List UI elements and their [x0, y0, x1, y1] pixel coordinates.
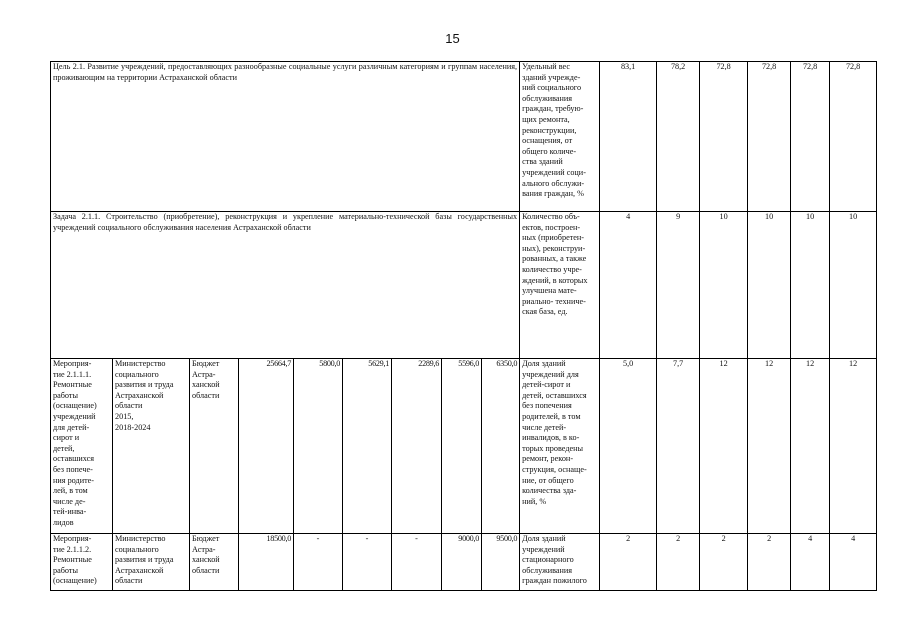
measure-indicator: Доля зданий учреждений стационарного обслуживания граждан пожилого: [520, 534, 600, 591]
task-value: 9: [657, 212, 700, 359]
measure-amount: 18500,0: [239, 534, 294, 591]
measure-value: 4: [791, 534, 830, 591]
goal-value: 72,8: [700, 62, 748, 212]
measure-amount: 2289,6: [392, 359, 442, 534]
measure-indicator: Доля зданий учреждений для детей-сирот и детей, оставшихся без попечения родителей, в том числе детей- инвалидов, в ко- торых проведены ремонт, рекон- струкция, оснаще- ние, от общего количества зда- ний, %: [520, 359, 600, 534]
goal-value: 78,2: [657, 62, 700, 212]
measure-value: 12: [830, 359, 877, 534]
measure-executor: Министерство социального развития и труда Астраханской области 2015, 2018-2024: [113, 359, 190, 534]
measure-value: 12: [791, 359, 830, 534]
measure-executor: Министерство социального развития и труда Астраханской области: [113, 534, 190, 591]
measure-amount: 25664,7: [239, 359, 294, 534]
page-number: 15: [445, 31, 460, 46]
task-indicator: Количество объ- ектов, построен- ных (приобретен- ных), реконструи- рованных, а также количество учре- ждений, в которых улучшена мате- риально- техниче- ская база, ед.: [520, 212, 600, 359]
measure-row: [51, 359, 877, 534]
measure-value: 2: [748, 534, 791, 591]
task-value: 10: [748, 212, 791, 359]
measure-value: 12: [700, 359, 748, 534]
measure-amount: 5800,0: [294, 359, 343, 534]
measure-value: 2: [657, 534, 700, 591]
goal-indicator: Удельный вес зданий учрежде- ний социального обслуживания граждан, требую- щих ремонта, реконструкции, оснащения, от общего количе- ства зданий учреждений соци- ального обслужи- вания граждан, %: [520, 62, 600, 212]
measure-value: 4: [830, 534, 877, 591]
goal-value: 72,8: [791, 62, 830, 212]
goal-value: 72,8: [748, 62, 791, 212]
goal-text: Цель 2.1. Развитие учреждений, предоставляющих разнообразные социальные услуги различным категориям и группам населения, проживающим на территории Астраханской области: [51, 62, 520, 212]
task-value: 4: [600, 212, 657, 359]
task-value: 10: [791, 212, 830, 359]
task-value: 10: [700, 212, 748, 359]
goal-value: 72,8: [830, 62, 877, 212]
measure-value: 12: [748, 359, 791, 534]
task-value: 10: [830, 212, 877, 359]
measure-amount: -: [294, 534, 343, 591]
measure-amount: 5596,0: [442, 359, 482, 534]
measure-value: 2: [600, 534, 657, 591]
task-text: Задача 2.1.1. Строительство (приобретение), реконструкция и укрепление материально-технической базы государственных учреждений социального обслуживания населения Астраханской области: [51, 212, 520, 359]
measure-value: 7,7: [657, 359, 700, 534]
measure-amount: -: [343, 534, 392, 591]
measure-amount: 6350,0: [482, 359, 520, 534]
measure-value: 5,0: [600, 359, 657, 534]
goal-row: [51, 62, 877, 212]
measure-amount: 9500,0: [482, 534, 520, 591]
goal-value: 83,1: [600, 62, 657, 212]
measure-name: Мероприя- тие 2.1.1.2. Ремонтные работы (оснащение): [51, 534, 113, 591]
measure-funding-source: Бюджет Астра- ханской области: [190, 534, 239, 591]
measure-amount: -: [392, 534, 442, 591]
measure-row: [51, 534, 877, 591]
measure-amount: 9000,0: [442, 534, 482, 591]
measure-amount: 5629,1: [343, 359, 392, 534]
task-row: [51, 212, 877, 359]
measure-name: Мероприя- тие 2.1.1.1. Ремонтные работы (оснащение) учреждений для детей- сирот и детей, оставшихся без попече- ния родите- лей, в том числе де- тей-инва- лидов: [51, 359, 113, 534]
program-table: [50, 61, 877, 591]
measure-funding-source: Бюджет Астра- ханской области: [190, 359, 239, 534]
measure-value: 2: [700, 534, 748, 591]
